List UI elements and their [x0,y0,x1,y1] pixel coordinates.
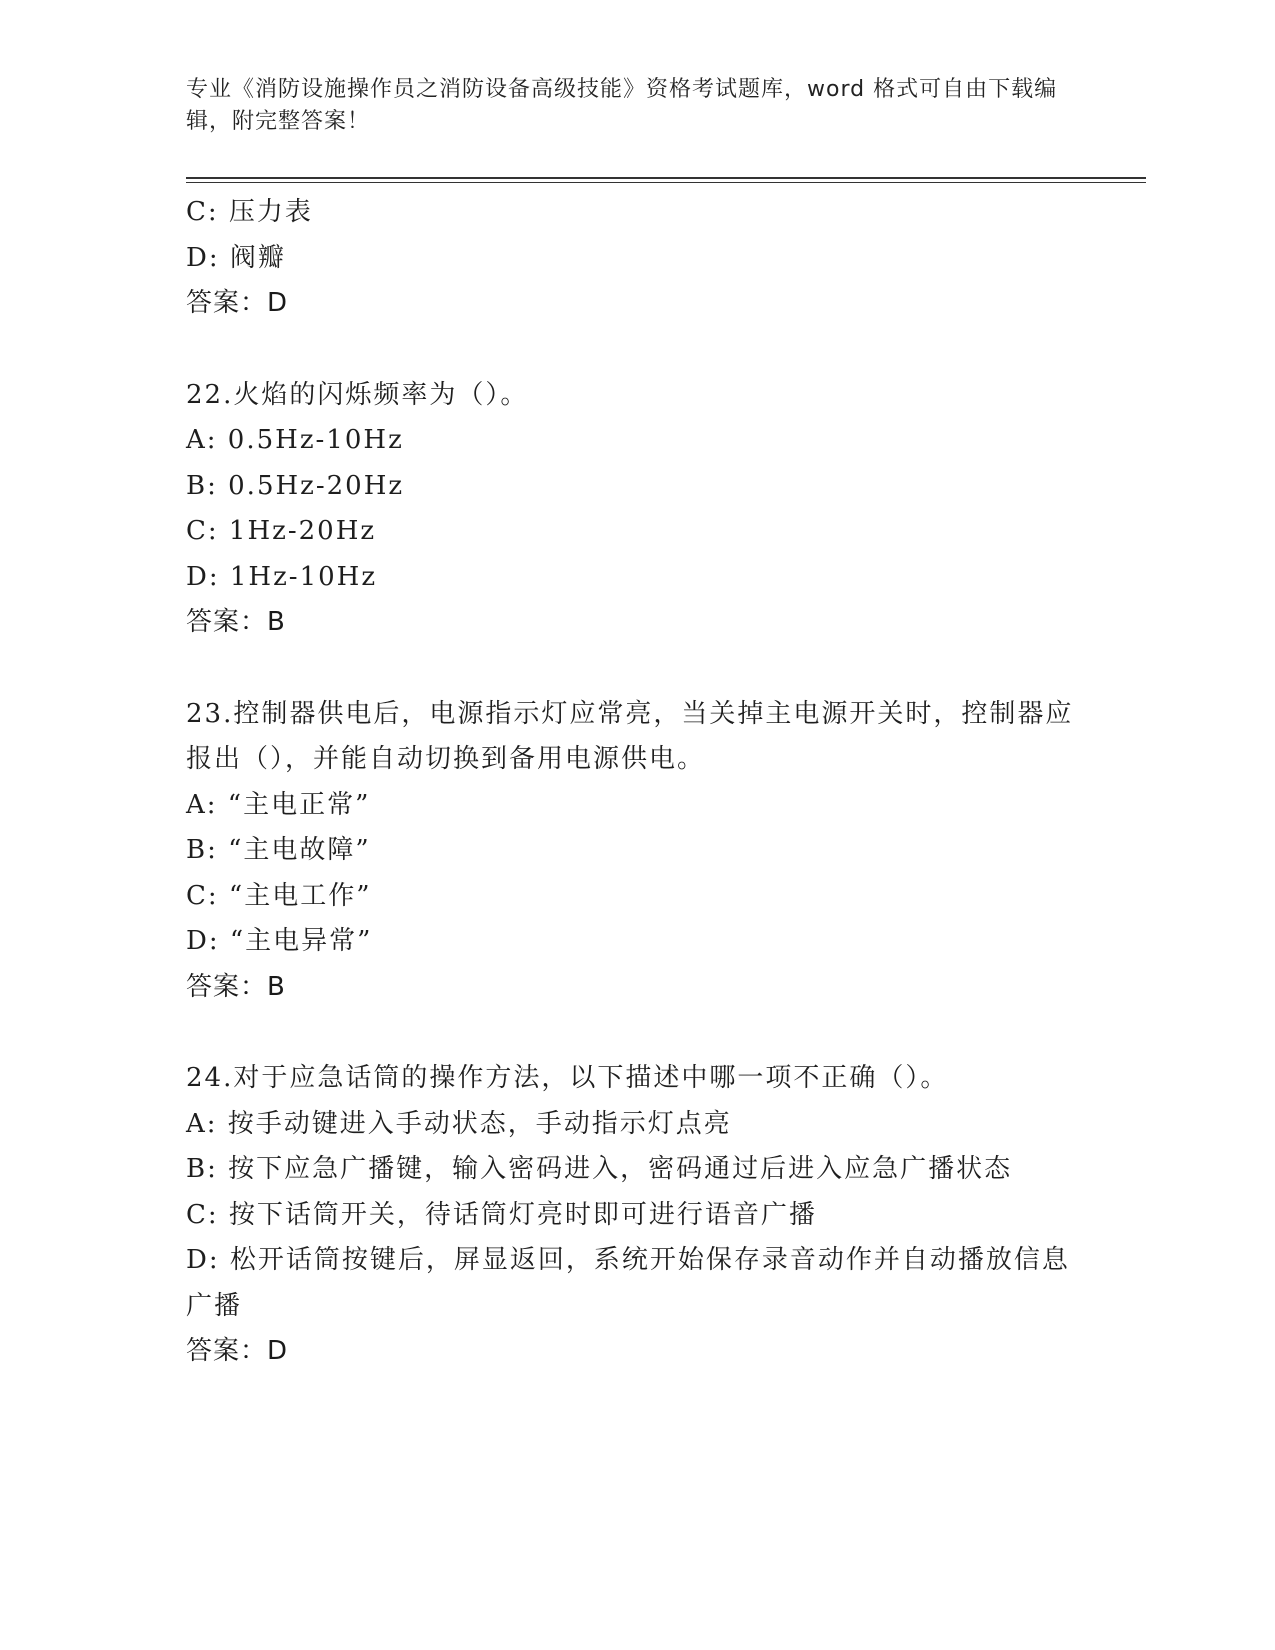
answer-label: 答案：D [186,1336,289,1366]
question-21-tail [186,190,1086,327]
question-24 [186,1056,1086,1375]
answer-label: 答案：B [186,971,286,1002]
header-divider-thin [186,182,1146,183]
question-23 [186,692,1086,1011]
option-d: D: 阀瓣 [186,242,286,273]
option-b: B: “主电故障” [186,835,371,865]
answer-label: 答案：B [186,607,286,637]
option-b: B: 0.5Hz-20Hz [186,470,405,501]
answer-label: 答案：D [186,288,289,318]
spacer [186,327,1086,373]
option-a: A: 0.5Hz-10Hz [186,425,404,455]
option-c: C: 按下话筒开关，待话筒灯亮时即可进行语音广播 [186,1199,817,1230]
question-content [186,190,1086,1375]
option-c: C: “主电工作” [186,880,372,911]
option-a: A: “主电正常” [186,789,371,820]
question-stem: 24.对于应急话筒的操作方法，以下描述中哪一项不正确（）。 [186,1063,949,1093]
option-d: D: 松开话筒按键后，屏显返回，系统开始保存录音动作并自动播放信息广播 [186,1245,1070,1321]
option-c: C: 1Hz-20Hz [186,516,377,546]
spacer [186,646,1086,692]
option-d: D: “主电异常” [186,926,373,956]
header-divider [186,177,1146,179]
option-b: B: 按下应急广播键，输入密码进入，密码通过后进入应急广播状态 [186,1154,1013,1184]
option-a: A: 按手动键进入手动状态，手动指示灯点亮 [186,1108,732,1139]
question-stem: 23.控制器供电后，电源指示灯应常亮，当关掉主电源开关时，控制器应报出（），并能自动切换到备用电源供电。 [186,698,1074,774]
question-22 [186,373,1086,646]
option-d: D: 1Hz-10Hz [186,561,378,592]
option-c: C: 压力表 [186,197,313,227]
document-header: 专业《消防设施操作员之消防设备高级技能》资格考试题库，word 格式可自由下载编辑，附完整答案！ [186,77,1058,134]
spacer [186,1010,1086,1056]
question-stem: 22.火焰的闪烁频率为（）。 [186,379,529,410]
